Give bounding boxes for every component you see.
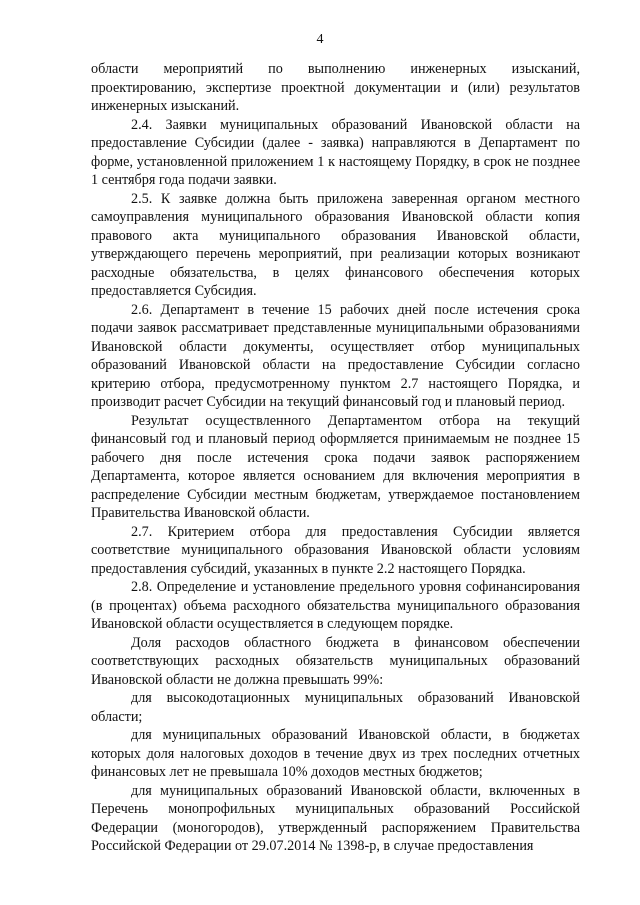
paragraph-2-5: 2.5. К заявке должна быть приложена заверенная органом местного самоуправления муниципального образования Ивановской области копия правового акта муниципального образования Ивановской области, утверждающего перечень мероприятий, при реализации которых возникают расходные обязательства, в целях финансового обеспечения которых предоставляется Субсидия. xyxy=(91,190,580,299)
paragraph-2-6: 2.6. Департамент в течение 15 рабочих дней после истечения срока подачи заявок рассматривает представленные муниципальными образованиями Ивановской области документы, осуществляет отбор муниципальных образований Ивановской области на предоставление Субсидии согласно критерию отбора, предусмотренному пунктом 2.7 настоящего Порядка, и производит расчет Субсидии на текущий финансовый год и плановый период. xyxy=(91,301,580,410)
list-item-high-subsidy: для высокодотационных муниципальных образований Ивановской области; xyxy=(91,690,580,725)
paragraph-2-8: 2.8. Определение и установление предельного уровня софинансирования (в процентах) объема расходного обязательства муниципального образования Ивановской области осуществляется в следующем порядке. xyxy=(91,579,580,632)
paragraph-selection-result: Результат осуществленного Департаментом отбора на текущий финансовый год и плановый период оформляется принимаемым не позднее 15 рабочего дня после истечения срока подачи заявок распоряжением Департамента, которое является основанием для включения мероприятия в распределение Субсидии местным бюджетам, утверждаемое постановлением Правительства Ивановской области. xyxy=(91,412,580,521)
list-item-low-tax-share: для муниципальных образований Ивановской области, в бюджетах которых доля налоговых доходов в течение двух из трех последних отчетных финансовых лет не превышала 10% доходов местных бюджетов; xyxy=(91,727,580,780)
paragraph-2-4: 2.4. Заявки муниципальных образований Ивановской области на предоставление Субсидии (далее - заявка) направляются в Департамент по форме, установленной приложением 1 к настоящему Порядку, в срок не позднее 1 сентября года подачи заявки. xyxy=(91,116,580,188)
paragraph-2-7: 2.7. Критерием отбора для предоставления Субсидии является соответствие муниципального образования Ивановской области условиям предоставления субсидий, указанных в пункте 2.2 настоящего Порядка. xyxy=(91,523,580,577)
paragraph-expense-share: Доля расходов областного бюджета в финансовом обеспечении соответствующих расходных обязательств муниципальных образований Ивановской области не должна превышать 99%: xyxy=(91,634,580,688)
page-number: 4 xyxy=(316,32,324,47)
paragraph-continuation: области мероприятий по выполнению инженерных изысканий, проектированию, экспертизе проектной документации и (или) результатов инженерных изысканий. xyxy=(91,61,580,114)
list-item-monotowns: для муниципальных образований Ивановской области, включенных в Перечень монопрофильных муниципальных образований Российской Федерации (моногородов), утвержденный распоряжением Правительства Российской Федерации от 29.07.2014 № 1398-р, в случае предоставления xyxy=(91,782,580,854)
document-body xyxy=(91,60,580,856)
